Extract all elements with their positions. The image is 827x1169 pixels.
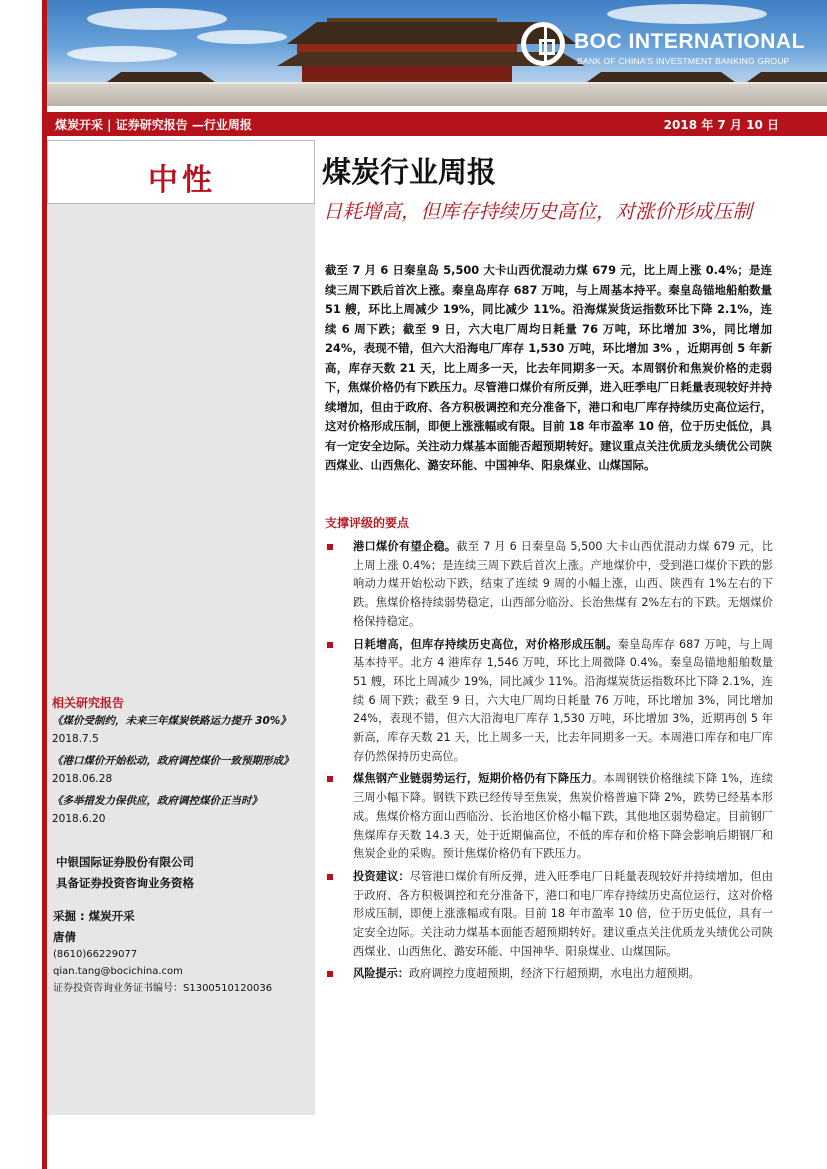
company-name: 中银国际证券股份有限公司 [56, 855, 194, 869]
page-title: 煤炭行业周报 [322, 155, 497, 189]
bullet-text: 政府调控力度超预期，经济下行超预期，水电出力超预期。 [408, 967, 700, 981]
left-margin [0, 0, 47, 1169]
list-item [327, 538, 773, 632]
list-item [327, 965, 773, 984]
list-item [327, 868, 773, 962]
analyst-email[interactable]: qian.tang@bocichina.com [53, 966, 183, 977]
bullet-lead: 日耗增高，但库存持续历史高位，对价格形成压制。 [353, 637, 618, 651]
related-reports-heading: 相关研究报告 [52, 696, 125, 710]
bullet-square-icon [327, 776, 333, 782]
related-report-title[interactable]: 《港口煤价开始松动，政府调控煤价一致预期形成》 [52, 755, 294, 767]
bullet-square-icon [327, 971, 333, 977]
palace-hall-lower [302, 66, 512, 82]
related-report-item[interactable] [52, 792, 314, 828]
report-category: 煤炭开采 | 证券研究报告 —行业周报 [55, 118, 252, 132]
bullet-square-icon [327, 642, 333, 648]
brand-tagline: BANK OF CHINA'S INVESTMENT BANKING GROUP [577, 56, 790, 66]
list-item [327, 770, 773, 864]
report-date: 2018 年 7 月 10 日 [663, 118, 779, 132]
related-report-date: 2018.6.20 [52, 813, 106, 825]
bullet-text: 尽管港口煤价有所反弹，进入旺季电厂日耗量表现较好并持续增加，但由于政府、各方积极调控和充分准备下，港口和电厂库存持续历史高位运行，这对价格形成压制，即便上涨涨幅或有限。目前 18 年市盈率 10 倍，位于历史低位，具有一定安全边际。关注动力煤基本面能否超预期转好。建议重点关注优质龙头绩优公司陕西煤业、山西焦化、潞安环能、中国神华、阳泉煤业、山煤国际。 [353, 869, 773, 958]
related-reports-list [52, 712, 314, 832]
bullet-text: 秦皇岛库存 687 万吨，与上周基本持平。北方 4 港库存 1,546 万吨，环比上周微降 0.4%。秦皇岛锚地船舶数量 51 艘，环比上周减少 19%，同比减少 11%。沿海煤炭货运指数环比下降 2.1%，连续 6 周下跌；截至 9 日，六大电厂周均日耗量 76 万吨，环比增加 3%，同比增加 24%，表现不错，但六大沿海电厂库存 1,530 万吨，环比增加 3%，近期再创 5 年新高，库存天数 21 天，比上周多一天，比去年同期多一天。本周港口库存和电厂库存仍然保持历史高位。 [353, 637, 773, 763]
bullet-lead: 煤焦钢产业链弱势运行，短期价格仍有下降压力 [353, 772, 593, 786]
header-bar [47, 112, 827, 136]
rating: 中性 [148, 163, 216, 198]
analyst-phone: (8610)66229077 [53, 949, 138, 960]
bullet-square-icon [327, 544, 333, 550]
key-points-list [327, 538, 773, 988]
related-report-title[interactable]: 《多举措发力保供应，政府调控煤价正当时》 [52, 795, 262, 807]
bullet-lead: 投资建议： [353, 869, 410, 883]
analyst-license: 证券投资咨询业务证书编号：S1300510120036 [53, 983, 273, 994]
side-building-left [107, 72, 215, 82]
company-info [56, 852, 194, 894]
summary-paragraph: 截至 7 月 6 日秦皇岛 5,500 大卡山西优混动力煤 679 元，比上周上涨 0.4%；是连续三周下跌后首次上涨。秦皇岛库存 687 万吨，与上周基本持平。秦皇岛锚地船舶数量 51 艘，环比上周减少 19%，同比减少 11%。沿海煤炭货运指数环比下降 2.1%，连续 6 周下跌；截至 9 日，六大电厂周均日耗量 76 万吨，环比增加 3%，同比增加 24%，表现不错，但六大沿海电厂库存 1,530 万吨，环比增加 3% ，近期再创 5 年新高，库存天数 21 天，比上周多一天，比去年同期多一天。本周钢价和焦炭价格的走弱下，焦煤价格仍有下跌压力。尽管港口煤价有所反弹，进入旺季电厂日耗量表现较好并持续增加，但由于政府、各方积极调控和充分准备下，港口和电厂库存持续历史高位运行，这对价格形成压制，即便上涨涨幅或有限。目前 18 年市盈率 10 倍，位于历史低位，具有一定安全边际。关注动力煤基本面能否超预期转好。建议重点关注优质龙头绩优公司陕西煤业、山西焦化、潞安环能、中国神华、阳泉煤业、山煤国际。 [325, 263, 772, 472]
analyst-info [53, 908, 272, 997]
bullet-lead: 港口煤价有望企稳。 [353, 540, 457, 553]
side-building-right [587, 72, 735, 82]
side-building-far-right [747, 72, 827, 82]
bullet-square-icon [327, 874, 333, 880]
support-heading: 支撑评级的要点 [325, 516, 410, 530]
boc-logo-icon [521, 22, 565, 66]
related-report-date: 2018.06.28 [52, 773, 113, 785]
related-report-date: 2018.7.5 [52, 733, 99, 745]
header-banner-image [47, 0, 827, 106]
related-report-title[interactable]: 《煤价受制约，未来三年煤炭铁路运力提升 30%》 [52, 715, 291, 727]
related-report-item[interactable] [52, 752, 314, 788]
brand-name: BOC INTERNATIONAL [574, 30, 805, 53]
terrace [47, 84, 827, 106]
analyst-name: 唐倩 [53, 930, 76, 944]
analyst-sector: 采掘 : 煤炭开采 [53, 909, 135, 923]
rating-box [47, 140, 315, 204]
page-subtitle: 日耗增高，但库存持续历史高位，对涨价形成压制 [323, 200, 753, 223]
list-item [327, 636, 773, 767]
related-report-item[interactable] [52, 712, 314, 748]
bullet-lead: 风险提示： [353, 967, 409, 981]
bullet-text: 。本周钢铁价格继续下降 1%，连续三周小幅下降。钢铁下跌已经传导至焦炭，焦炭价格普遍下降 2%，跌势已经基本形成。焦煤价格方面山西临汾、长治地区价格小幅下跌，其他地区弱势稳定。目前钢厂焦煤库存天数 14.3 天，处于近期偏高位，不低的库存和价格下降会影响后期钢厂和焦炭企业的采购。预计焦煤价格仍有下跌压力。 [353, 772, 773, 861]
bullet-text: 截至 7 月 6 日秦皇岛 5,500 大卡山西优混动力煤 679 元，比上周上涨 0.4%；是连续三周下跌后首次上涨。产地煤价中，受到港口煤价下跌的影响动力煤开始松动下跌，结束了连续 9 周的小幅上涨，山西、陕西有 1%左右的下跌。焦煤价格持续弱势稳定，山西部分临汾、长治焦煤有 2%左右的下跌。无烟煤价格保持稳定。 [353, 540, 773, 628]
company-qualification: 具备证券投资咨询业务资格 [56, 876, 194, 890]
